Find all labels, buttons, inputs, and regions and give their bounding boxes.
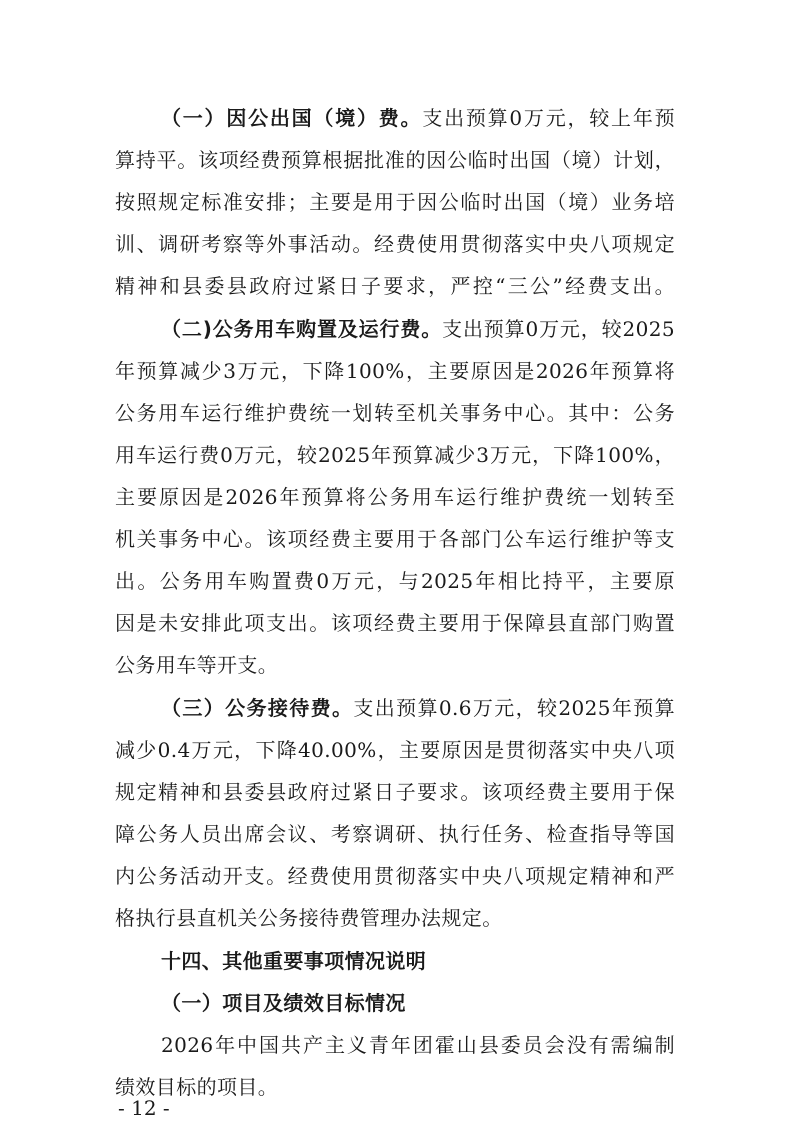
page-number: - 12 - [118,1096,170,1120]
paragraph-line: 按照规定标准安排；主要是用于因公临时出国（境）业务培 [115,190,675,214]
subsection-heading: （一）项目及绩效目标情况 [161,991,406,1015]
line-text: 支出预算0万元，较2025 [442,317,675,341]
section-heading: 十四、其他重要事项情况说明 [161,949,427,973]
paragraph-line [161,311,675,347]
paragraph-line: 公务用车运行维护费统一划转至机关事务中心。其中：公务 [115,401,675,425]
line-text: 支出预算0.6万元，较2025年预算 [353,696,676,720]
paragraph-line: 年预算减少3万元，下降100%，主要原因是2026年预算将 [115,359,675,383]
paragraph-line: 出。公务用车购置费0万元，与2025年相比持平，主要原 [115,569,675,593]
paragraph-line: 精神和县委县政府过紧日子要求，严控“三公”经费支出。 [115,274,675,298]
paragraph-line: 绩效目标的项目。 [115,1075,279,1099]
paragraph-line [161,690,675,726]
paragraph-line: 障公务人员出席会议、考察调研、执行任务、检查指导等国 [115,822,675,846]
paragraph-line: 机关事务中心。该项经费主要用于各部门公车运行维护等支 [115,527,675,551]
paragraph-line: 用车运行费0万元，较2025年预算减少3万元，下降100%， [115,443,675,467]
paragraph-line: 规定精神和县委县政府过紧日子要求。该项经费主要用于保 [115,780,675,804]
line-text: 支出预算0万元，较上年预 [422,106,675,130]
paragraph-line: 格执行县直机关公务接待费管理办法规定。 [115,906,503,930]
paragraph-line [161,100,675,136]
paragraph-line: 训、调研考察等外事活动。经费使用贯彻落实中央八项规定 [115,232,675,256]
paragraph-line: 主要原因是2026年预算将公务用车运行维护费统一划转至 [115,485,675,509]
paragraph-line: 减少0.4万元，下降40.00%，主要原因是贯彻落实中央八项 [115,738,675,762]
inline-heading: （三）公务接待费。 [161,696,354,720]
paragraph-line: 2026年中国共产主义青年团霍山县委员会没有需编制 [161,1033,675,1057]
paragraph-line: 内公务活动开支。经费使用贯彻落实中央八项规定精神和严 [115,864,675,888]
inline-heading: （二)公务用车购置及运行费。 [161,317,443,341]
paragraph-line: 公务用车等开支。 [115,653,279,677]
inline-heading: （一）因公出国（境）费。 [161,106,423,130]
paragraph-line: 因是未安排此项支出。该项经费主要用于保障县直部门购置 [115,611,675,635]
paragraph-line: 算持平。该项经费预算根据批准的因公临时出国（境）计划， [115,148,675,172]
